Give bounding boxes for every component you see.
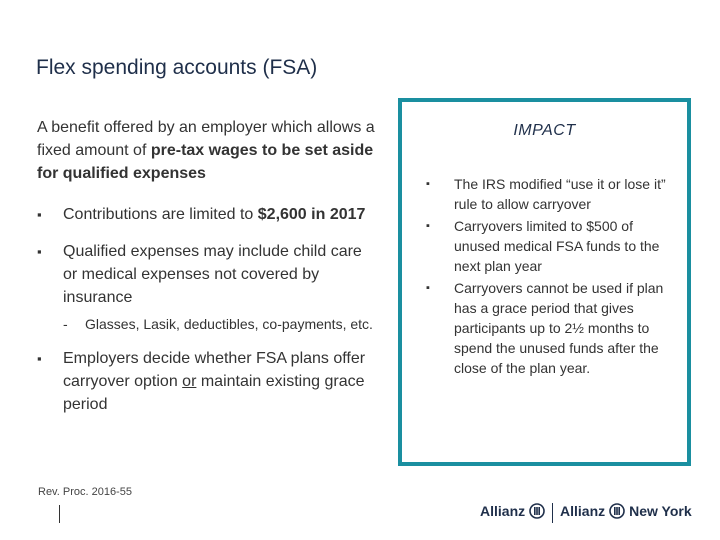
sub-bullet-examples: - Glasses, Lasik, deductibles, co-payments, etc. bbox=[63, 315, 377, 333]
allianz-logo bbox=[480, 503, 545, 519]
bullet3-underlined-word: or bbox=[182, 373, 197, 390]
bullet2-text: Qualified expenses may include child care or medical expenses not covered by insurance bbox=[63, 243, 362, 306]
allianz-eagle-icon bbox=[529, 503, 545, 519]
bullet3-pre: Employers decide whether FSA plans offer carryover option bbox=[63, 350, 366, 390]
allianz-ny-suffix-text: New York bbox=[629, 503, 692, 519]
allianz-eagle-icon bbox=[609, 503, 625, 519]
intro-text bbox=[37, 116, 377, 185]
bullet-employers-decide bbox=[37, 347, 377, 416]
left-content bbox=[37, 116, 377, 416]
bullet1-plain: Contributions are limited to bbox=[63, 206, 258, 223]
sub-bullet-list bbox=[63, 315, 377, 333]
bullet1-bold: $2,600 in 2017 bbox=[257, 206, 366, 223]
bullet-qualified-expenses bbox=[37, 240, 377, 333]
impact-list bbox=[402, 174, 687, 378]
impact-box bbox=[398, 98, 691, 466]
footnote: Rev. Proc. 2016-55 bbox=[38, 486, 132, 498]
slide-title: Flex spending accounts (FSA) bbox=[36, 56, 318, 79]
logo-divider bbox=[552, 503, 553, 523]
footer-divider bbox=[59, 505, 60, 523]
allianz-logo-text: Allianz bbox=[480, 503, 526, 519]
intro-bold: pre-tax wages to be set aside for qualified expenses bbox=[37, 142, 374, 182]
bullet3-post: maintain existing grace period bbox=[63, 373, 365, 413]
allianz-new-york-logo bbox=[560, 503, 692, 519]
impact-item: ▪ Carryovers limited to $500 of unused medical FSA funds to the next plan year bbox=[402, 216, 687, 276]
intro-plain: A benefit offered by an employer which allows a fixed amount of bbox=[37, 119, 375, 159]
left-bullet-list bbox=[37, 203, 377, 416]
impact-item: ▪ The IRS modified “use it or lose it” rule to allow carryover bbox=[402, 174, 687, 214]
impact-item: ▪ Carryovers cannot be used if plan has a grace period that gives participants up to 2½ months to spend the unused funds after the close of the plan year. bbox=[402, 278, 687, 378]
bullet-contributions bbox=[37, 203, 377, 226]
allianz-ny-brand-text: Allianz bbox=[560, 503, 606, 519]
impact-title: IMPACT bbox=[513, 122, 576, 139]
